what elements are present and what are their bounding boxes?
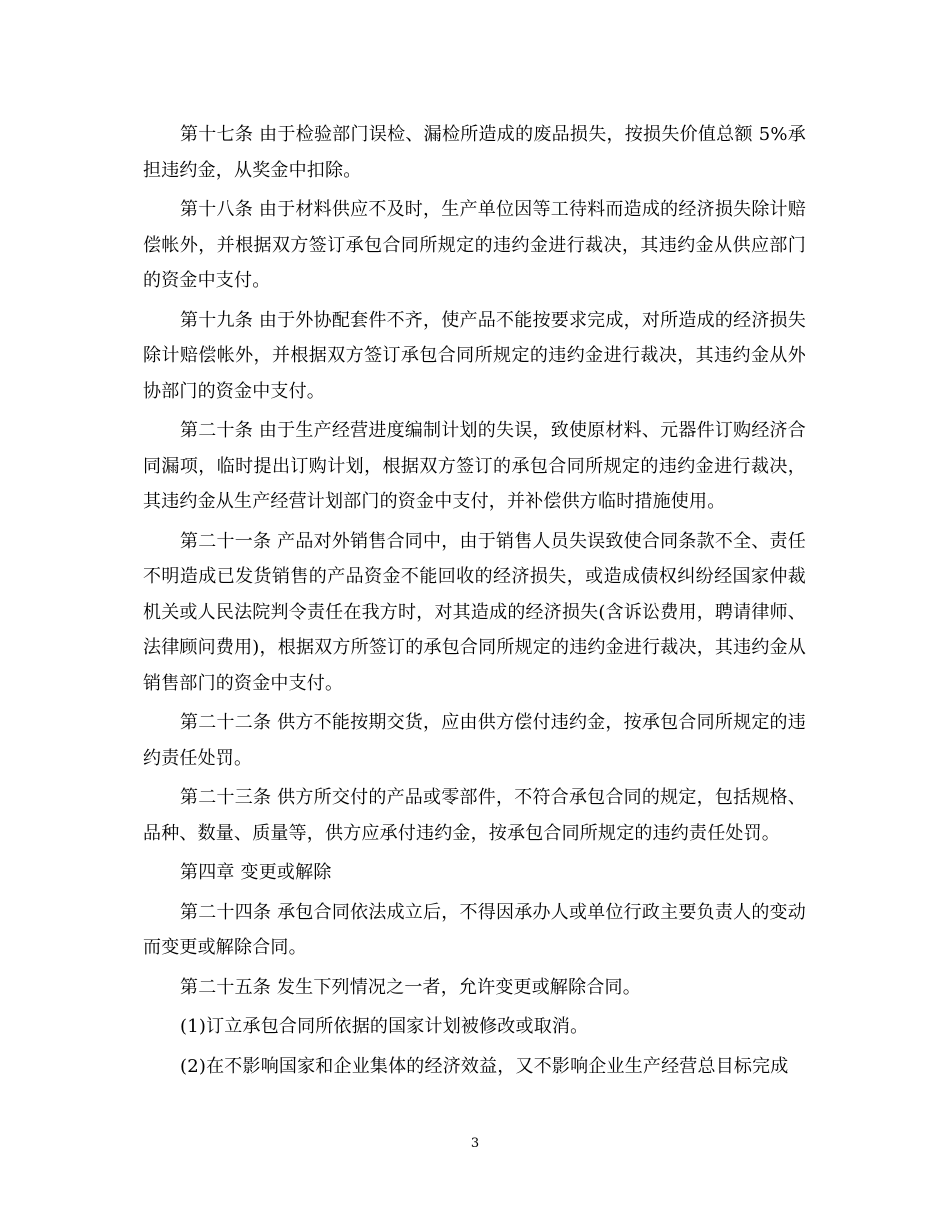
document-body xyxy=(143,117,806,1088)
paragraph-article-19: 第十九条 由于外协配套件不齐，使产品不能按要求完成，对所造成的经济损失除计赔偿帐外，并根据双方签订承包合同所规定的违约金进行裁决，其违约金从外协部门的资金中支付。 xyxy=(143,309,806,402)
paragraph-article-22: 第二十二条 供方不能按期交货，应由供方偿付违约金，按承包合同所规定的违约责任处罚。 xyxy=(143,712,806,769)
chapter-heading: 第四章 变更或解除 xyxy=(180,862,332,883)
paragraph-article-20: 第二十条 由于生产经营进度编制计划的失误，致使原材料、元器件订购经济合同漏项，临时提出订购计划，根据双方签订的承包合同所规定的违约金进行裁决，其违约金从生产经营计划部门的资金中支付，并补偿供方临时措施使用。 xyxy=(143,420,806,512)
paragraph-article-24: 第二十四条 承包合同依法成立后，不得因承办人或单位行政主要负责人的变动而变更或解除合同。 xyxy=(143,901,806,958)
paragraph-article-23: 第二十三条 供方所交付的产品或零部件，不符合承包合同的规定，包括规格、品种、数量、质量等，供方应承付违约金，按承包合同所规定的违约责任处罚。 xyxy=(143,787,806,844)
list-item-2: (2)在不影响国家和企业集体的经济效益，又不影响企业生产经营总目标完成 xyxy=(180,1055,789,1077)
list-item-1: (1)订立承包合同所依据的国家计划被修改或取消。 xyxy=(180,1016,589,1037)
paragraph-article-21: 第二十一条 产品对外销售合同中，由于销售人员失误致使合同条款不全、责任不明造成已发货销售的产品资金不能回收的经济损失，或造成债权纠纷经国家仲裁机关或人民法院判令责任在我方时，对其造成的经济损失(含诉讼费用，聘请律师、法律顾问费用)，根据双方所签订的承包合同所规定的违约金进行裁决，其违约金从销售部门的资金中支付。 xyxy=(143,530,806,694)
paragraph-article-25: 第二十五条 发生下列情况之一者，允许变更或解除合同。 xyxy=(180,976,641,998)
paragraph-article-17: 第十七条 由于检验部门误检、漏检所造成的废品损失，按损失价值总额 5%承担违约金，从奖金中扣除。 xyxy=(143,124,806,181)
page-number: 3 xyxy=(470,1136,480,1151)
paragraph-article-18: 第十八条 由于材料供应不及时，生产单位因等工待料而造成的经济损失除计赔偿帐外，并根据双方签订承包合同所规定的违约金进行裁决，其违约金从供应部门的资金中支付。 xyxy=(143,199,806,291)
